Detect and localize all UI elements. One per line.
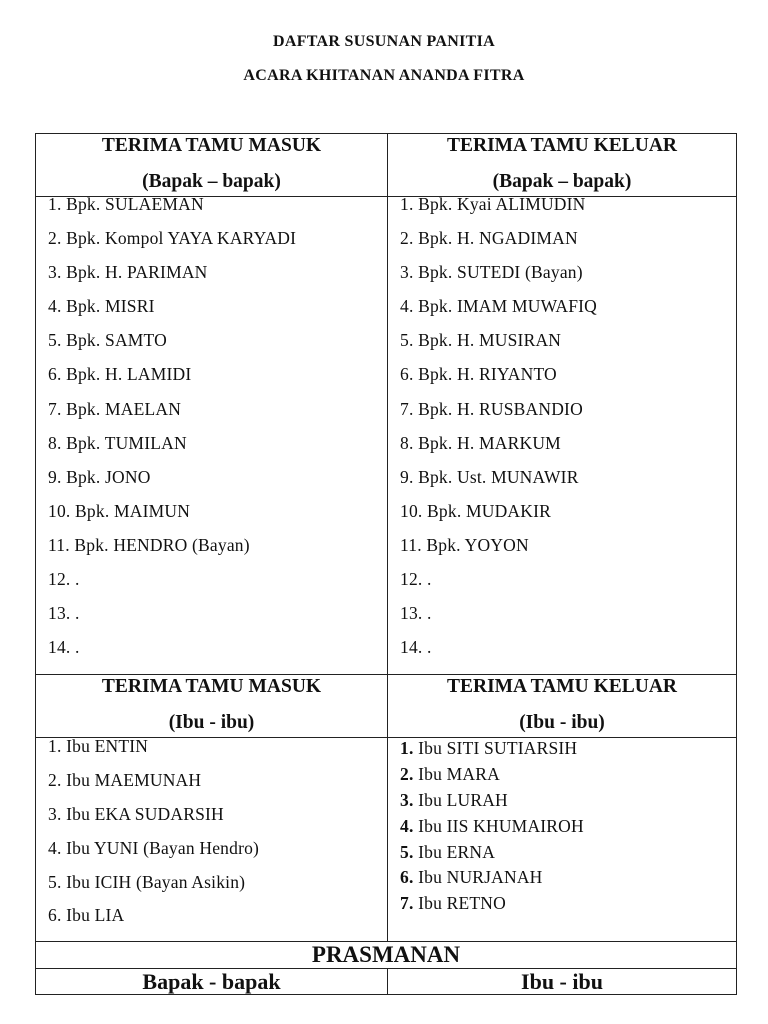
ibu-masuk-cell	[36, 738, 388, 942]
list-item: 12. .	[48, 569, 80, 590]
list-item-name: Ibu LURAH	[413, 789, 508, 810]
bapak-keluar-list	[388, 194, 736, 674]
list-item: 2. Ibu MAEMUNAH	[48, 770, 202, 791]
list-item: 7. Bpk. MAELAN	[48, 398, 182, 419]
list-item: 4. Bpk. IMAM MUWAFIQ	[400, 296, 597, 317]
list-item	[400, 869, 736, 895]
bapak-header-row	[36, 134, 737, 197]
list-item-name: Ibu IIS KHUMAIROH	[413, 815, 584, 836]
list-item: 2. Bpk. H. NGADIMAN	[400, 228, 578, 249]
list-item: 3. Bpk. H. PARIMAN	[48, 262, 208, 283]
list-item: 10. Bpk. MUDAKIR	[400, 500, 551, 521]
list-item: 8. Bpk. H. MARKUM	[400, 432, 561, 453]
prasmanan-title-row	[36, 942, 737, 969]
bapak-masuk-header	[36, 134, 388, 197]
ibu-keluar-title: TERIMA TAMU KELUAR	[446, 676, 678, 698]
bapak-keluar-title: TERIMA TAMU KELUAR	[446, 135, 678, 156]
list-item-number: 1.	[400, 738, 414, 759]
prasmanan-bapak-label: Bapak - bapak	[36, 969, 388, 995]
list-item: 10. Bpk. MAIMUN	[48, 500, 191, 521]
list-item: 5. Ibu ICIH (Bayan Asikin)	[48, 871, 246, 892]
prasmanan-title: PRASMANAN	[36, 942, 737, 969]
list-item: 13. .	[48, 603, 80, 624]
list-item: 1. Bpk. Kyai ALIMUDIN	[400, 194, 586, 214]
ibu-masuk-title: TERIMA TAMU MASUK	[101, 676, 322, 698]
committee-table	[35, 133, 737, 995]
bapak-masuk-list	[36, 194, 387, 674]
list-item: 13. .	[400, 603, 432, 624]
list-item: 3. Ibu EKA SUDARSIH	[48, 803, 224, 824]
list-item-name: Ibu NURJANAH	[413, 867, 543, 888]
ibu-header-row	[36, 675, 737, 738]
ibu-masuk-header	[36, 675, 388, 738]
ibu-keluar-subtitle: (Ibu - ibu)	[519, 712, 605, 734]
ibu-masuk-list	[36, 738, 387, 941]
bapak-masuk-cell	[36, 194, 388, 675]
list-item-number: 5.	[400, 841, 414, 862]
bapak-keluar-cell	[388, 194, 737, 675]
list-item	[400, 740, 736, 766]
list-item: 6. Bpk. H. LAMIDI	[48, 364, 192, 385]
bapak-masuk-title: TERIMA TAMU MASUK	[101, 135, 322, 156]
list-item-name: Ibu ERNA	[413, 841, 496, 862]
document-title: DAFTAR SUSUNAN PANITIA	[272, 33, 496, 50]
list-item-number: 3.	[400, 789, 414, 810]
prasmanan-sub-row	[36, 969, 737, 995]
ibu-list-row	[36, 738, 737, 942]
bapak-keluar-subtitle: (Bapak – bapak)	[492, 171, 632, 192]
ibu-keluar-list	[388, 738, 736, 921]
list-item	[400, 789, 736, 818]
list-item-number: 2.	[400, 764, 414, 785]
ibu-keluar-header	[388, 675, 737, 738]
list-item: 12. .	[400, 569, 432, 590]
list-item-number: 7.	[400, 893, 414, 914]
ibu-masuk-subtitle: (Ibu - ibu)	[168, 712, 255, 734]
list-item-name: Ibu MARA	[413, 764, 500, 785]
list-item-number: 6.	[400, 867, 414, 888]
list-item: 9. Bpk. JONO	[48, 466, 151, 487]
list-item: 1. Ibu ENTIN	[48, 736, 149, 757]
list-item	[400, 766, 736, 792]
list-item: 6. Ibu LIA	[48, 905, 125, 926]
list-item: 8. Bpk. TUMILAN	[48, 432, 187, 453]
list-item-number: 4.	[400, 815, 414, 836]
document-subtitle: ACARA KHITANAN ANANDA FITRA	[243, 67, 525, 84]
list-item: 3. Bpk. SUTEDI (Bayan)	[400, 262, 583, 283]
prasmanan-ibu-label: Ibu - ibu	[388, 969, 737, 995]
list-item	[400, 841, 736, 870]
list-item: 4. Ibu YUNI (Bayan Hendro)	[48, 837, 260, 858]
bapak-keluar-header	[388, 134, 737, 197]
list-item: 14. .	[48, 637, 80, 658]
list-item: 9. Bpk. Ust. MUNAWIR	[400, 466, 579, 487]
list-item: 5. Bpk. H. MUSIRAN	[400, 330, 562, 351]
ibu-keluar-cell	[388, 738, 737, 942]
list-item: 7. Bpk. H. RUSBANDIO	[400, 398, 583, 419]
bapak-list-row	[36, 197, 737, 675]
list-item: 5. Bpk. SAMTO	[48, 330, 167, 351]
bapak-masuk-subtitle: (Bapak – bapak)	[142, 171, 281, 192]
list-item: 1. Bpk. SULAEMAN	[48, 194, 204, 214]
list-item	[400, 815, 736, 844]
list-item: 6. Bpk. H. RIYANTO	[400, 364, 557, 385]
list-item-name: Ibu RETNO	[413, 893, 506, 914]
list-item: 2. Bpk. Kompol YAYA KARYADI	[48, 228, 297, 249]
list-item: 11. Bpk. YOYON	[400, 534, 529, 555]
list-item: 11. Bpk. HENDRO (Bayan)	[48, 534, 250, 555]
list-item	[400, 895, 736, 921]
list-item: 4. Bpk. MISRI	[48, 296, 155, 317]
list-item: 14. .	[400, 637, 432, 658]
list-item-name: Ibu SITI SUTIARSIH	[413, 738, 578, 759]
